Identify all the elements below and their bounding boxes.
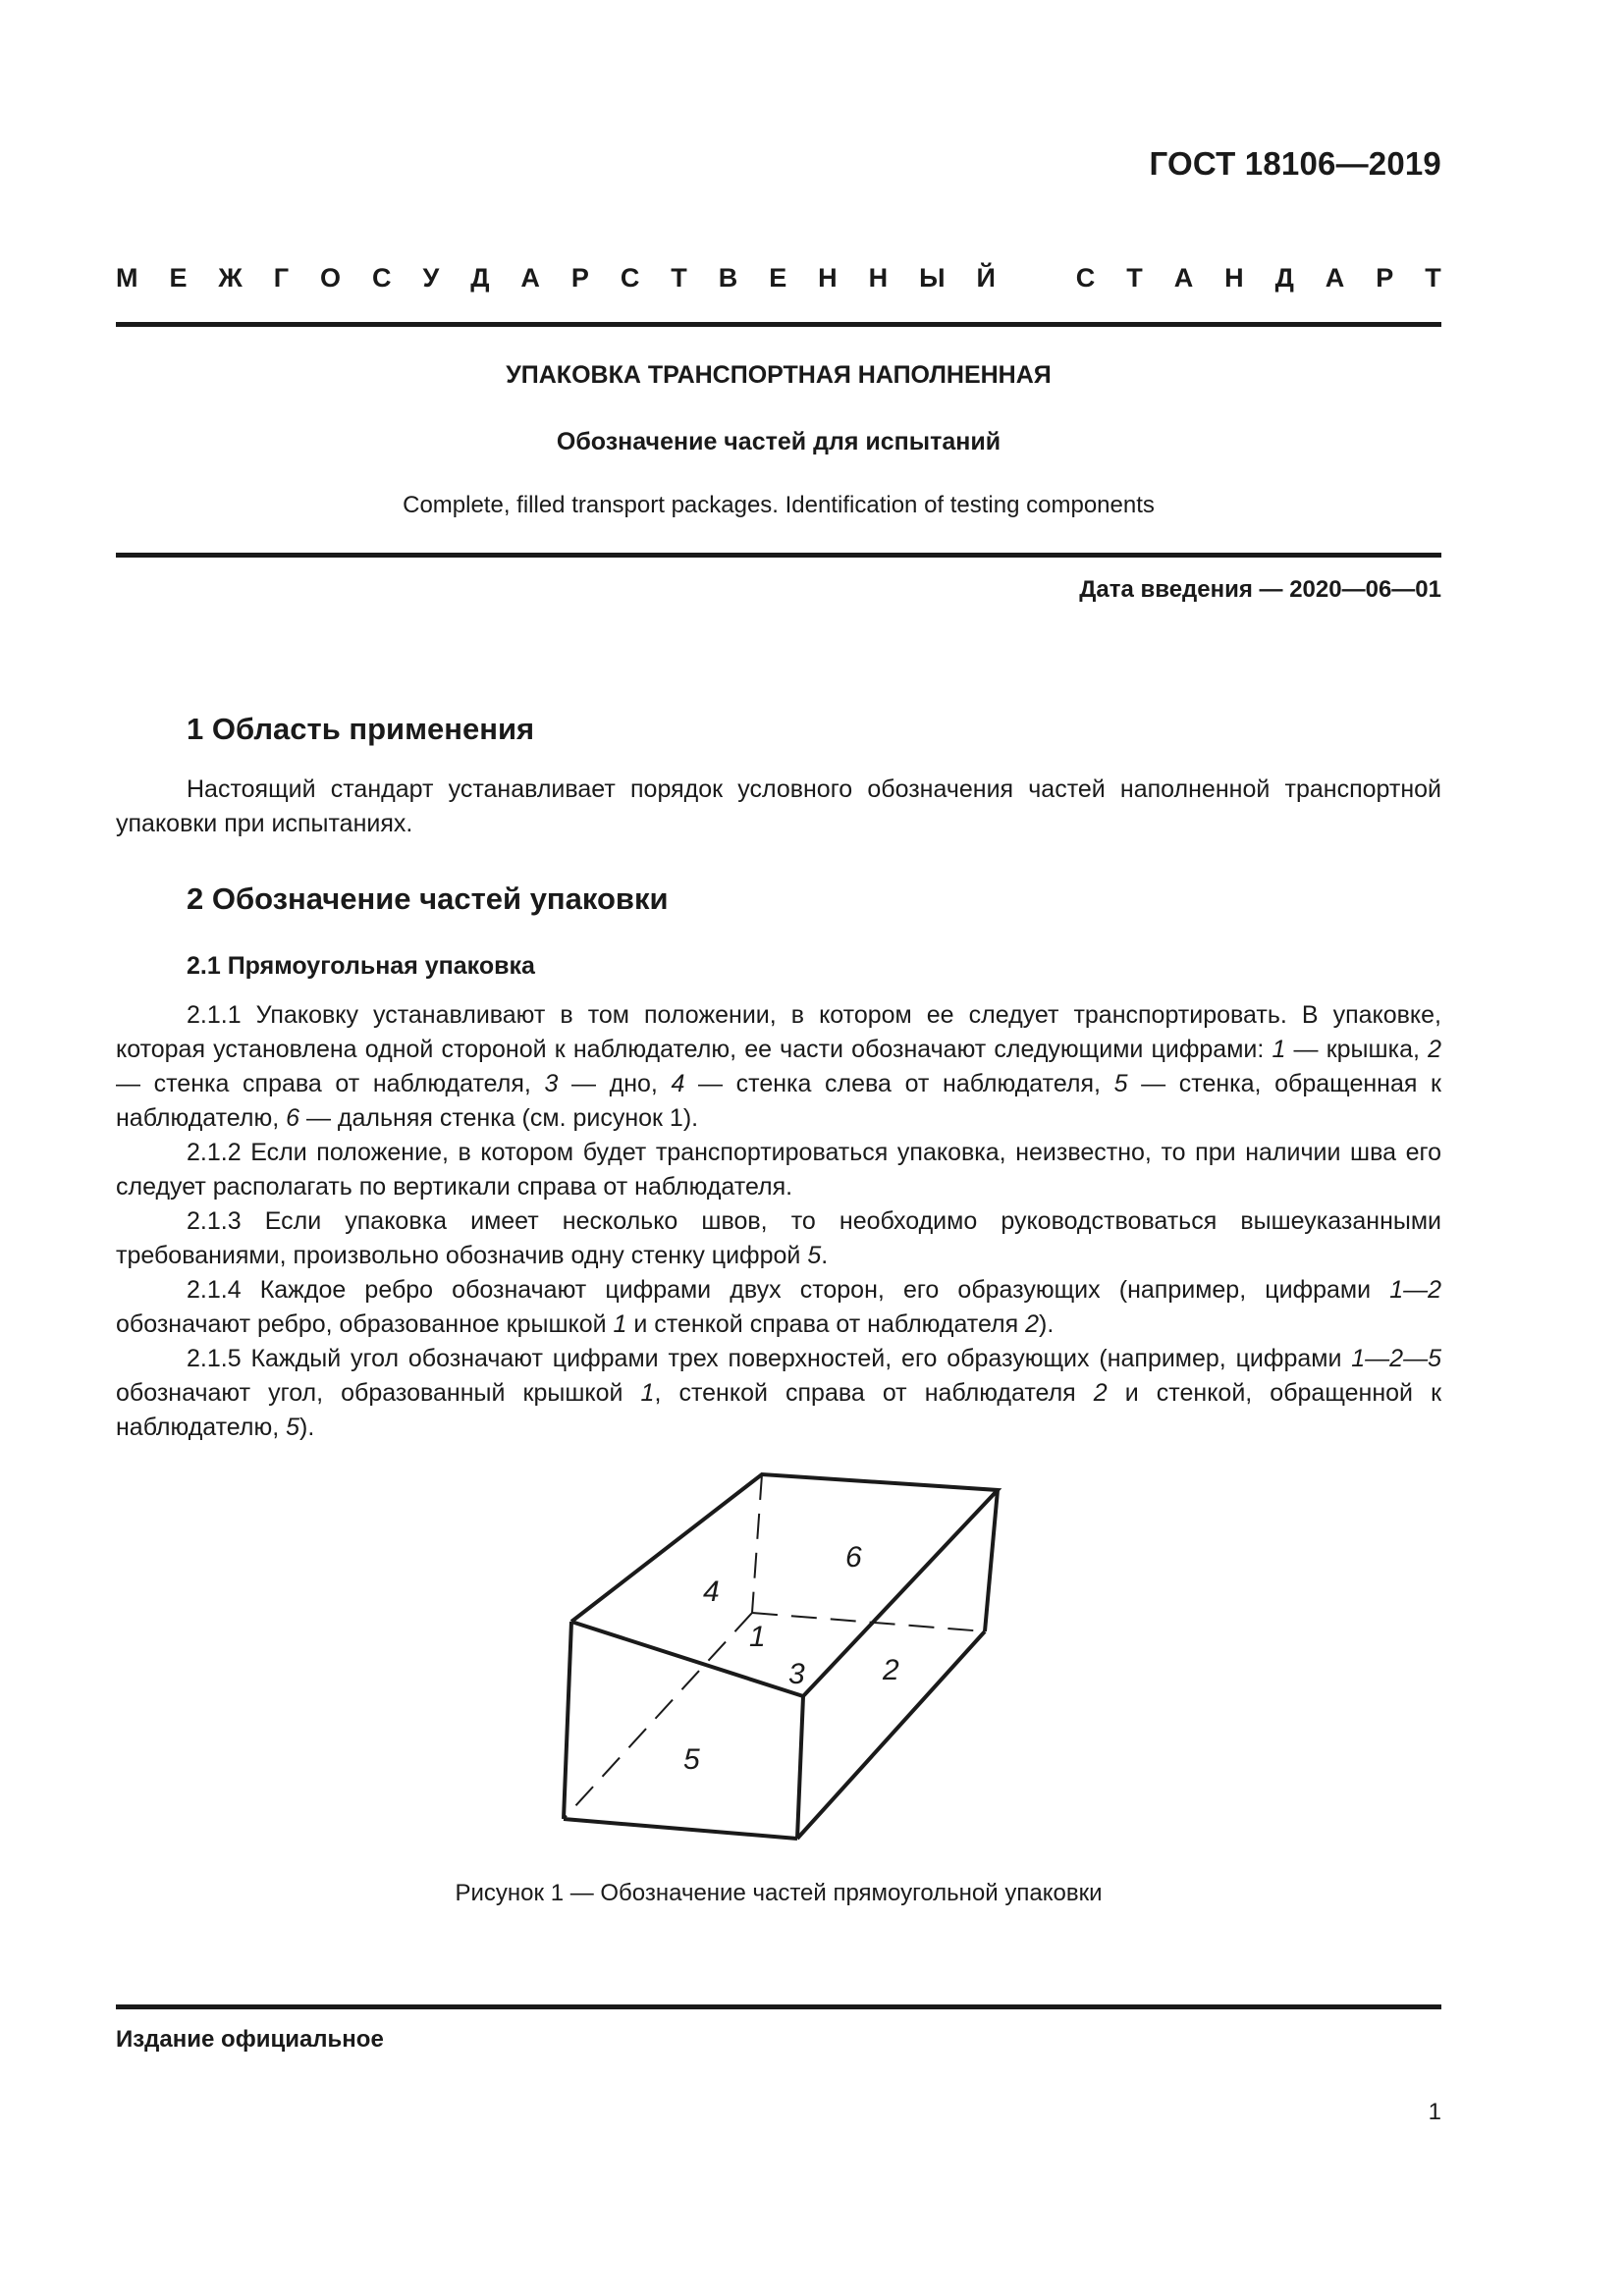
interstate-letter: С — [372, 263, 392, 293]
interstate-letter: Ы — [919, 263, 946, 293]
footer-rule — [116, 2004, 1441, 2009]
interstate-letter: У — [422, 263, 440, 293]
interstate-letter: Р — [1376, 263, 1394, 293]
figure-label-2: 2 — [883, 1654, 899, 1686]
paragraph-2-1-2: 2.1.2 Если положение, в котором будет транспортироваться упаковка, неизвестно, то при наличии шва его следует располагать по вертикали справа от наблюдателя. — [116, 1139, 1441, 1201]
interstate-letter: Р — [570, 263, 589, 293]
box-top-outline — [571, 1474, 998, 1696]
paragraph-2-1-1: 2.1.1 Упаковку устанавливают в том положении, в котором ее следует транспортировать. В упаковке, которая установлена одной стороной к наблюдателю, ее части обозначают следующими цифрами: 1 — крышка, 2 — стенка справа от наблюдателя, 3 — дно, 4 — стенка слева от наблюдателя, 5 — стенка, обращенная к наблюдателю, 6 — дальняя стенка (см. рисунок 1). — [116, 1001, 1441, 1132]
document-title-english: Complete, filled transport packages. Identification of testing components — [403, 492, 1155, 518]
figure-1-caption: Рисунок 1 — Обозначение частей прямоугольной упаковки — [455, 1880, 1103, 1906]
interstate-letter: А — [520, 263, 540, 293]
interstate-letter: А — [1325, 263, 1345, 293]
figure-label-5: 5 — [683, 1743, 700, 1776]
gost-code: ГОСТ 18106—2019 — [1149, 145, 1441, 182]
interstate-letter: Й — [976, 263, 996, 293]
interstate-letter: Н — [868, 263, 889, 293]
box-right-edge — [985, 1490, 998, 1631]
interstate-letter: Е — [169, 263, 188, 293]
box-bottom-front-edge — [564, 1819, 797, 1839]
figure-label-1: 1 — [749, 1621, 766, 1653]
interstate-letter: Т — [1425, 263, 1441, 293]
interstate-letter: Ж — [218, 263, 243, 293]
section-2-heading: 2 Обозначение частей упаковки — [187, 881, 669, 916]
hidden-edge-left — [564, 1613, 752, 1819]
section-1-text: Настоящий стандарт устанавливает порядок условного обозначения частей наполненной транспортной упаковки при испытаниях. — [116, 775, 1441, 837]
introduction-date: Дата введения — 2020—06—01 — [1079, 576, 1441, 603]
document-subtitle: Обозначение частей для испытаний — [556, 428, 1001, 455]
interstate-letter: С — [620, 263, 640, 293]
hidden-edge-vertical — [752, 1474, 762, 1613]
figure-label-4: 4 — [703, 1575, 720, 1608]
paragraph-2-1-4: 2.1.4 Каждое ребро обозначают цифрами двух сторон, его образующих (например, цифрами 1—2 обозначают ребро, образованное крышкой 1 и стенкой справа от наблюдателя 2). — [116, 1276, 1441, 1338]
interstate-letter: Д — [470, 263, 490, 293]
figure-label-3: 3 — [788, 1658, 805, 1690]
interstate-letter: О — [320, 263, 342, 293]
page-number: 1 — [1428, 2099, 1441, 2125]
interstate-letter: Т — [1126, 263, 1143, 293]
interstate-letter: Г — [273, 263, 290, 293]
section-1-heading: 1 Область применения — [187, 712, 535, 746]
box-front-left-edge — [564, 1622, 571, 1819]
section-2-1-heading: 2.1 Прямоугольная упаковка — [187, 952, 535, 980]
paragraph-2-1-3: 2.1.3 Если упаковка имеет несколько швов, то необходимо руководствоваться вышеуказанными требованиями, произвольно обозначив одну стенку цифрой 5. — [116, 1207, 1441, 1269]
paragraph-2-1-5: 2.1.5 Каждый угол обозначают цифрами трех поверхностей, его образующих (например, цифрами 1—2—5 обозначают угол, образованный крышкой 1, стенкой справа от наблюдателя 2 и стенкой, обращенной к наблюдателю, 5). — [116, 1345, 1442, 1441]
interstate-letter: В — [718, 263, 738, 293]
interstate-letter: М — [116, 263, 138, 293]
interstate-letter: А — [1173, 263, 1194, 293]
interstate-letter: С — [1075, 263, 1096, 293]
interstate-letter: Н — [818, 263, 838, 293]
document-title: УПАКОВКА ТРАНСПОРТНАЯ НАПОЛНЕННАЯ — [506, 361, 1052, 389]
interstate-letter: Д — [1274, 263, 1294, 293]
official-edition-label: Издание официальное — [116, 2026, 384, 2053]
interstate-letter: Е — [769, 263, 787, 293]
figure-label-6: 6 — [845, 1541, 862, 1574]
interstate-letter: Н — [1224, 263, 1244, 293]
interstate-letter: Т — [671, 263, 687, 293]
box-front-right-edge — [797, 1696, 803, 1839]
